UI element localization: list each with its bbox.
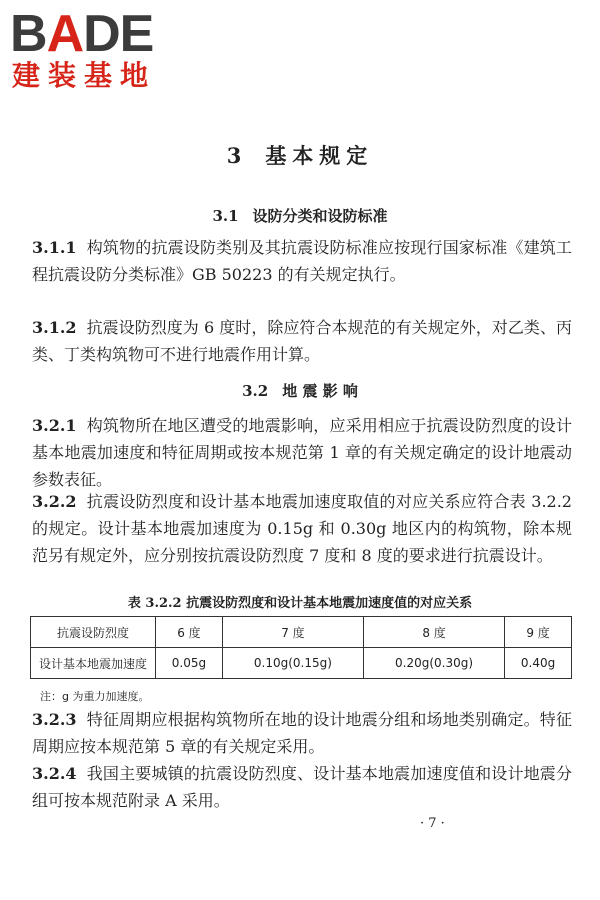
clause: 3.1.2 抗震设防烈度为 6 度时，除应符合本规范的有关规定外，对乙类、丙类、丁类构筑物可不进行地震作用计算。 <box>32 318 572 364</box>
page-number: · 7 · <box>420 816 445 831</box>
logo-wordmark: BADE <box>10 5 154 63</box>
clause: 3.2.1 构筑物所在地区遭受的地震影响，应采用相应于抗震设防烈度的设计基本地震加速度和特征周期或按本规范第 1 章的有关规定确定的设计地震动参数表征。 <box>32 416 572 489</box>
clause: 3.2.3 特征周期应根据构筑物所在地的设计地震分组和场地类别确定。特征周期应按本规范第 5 章的有关规定采用。 <box>32 710 572 756</box>
clause: 3.2.2 抗震设防烈度和设计基本地震加速度取值的对应关系应符合表 3.2.2 的规定。设计基本地震加速度为 0.15g 和 0.30g 地区内的构筑物，除本规范另有规定外，应分别按抗震设防烈度 7 度和 8 度的要求进行抗震设计。 <box>32 492 572 565</box>
table-row: 抗震设防烈度 6 度 7 度 8 度 9 度 <box>31 617 572 648</box>
section-heading: 3.2 地 震 影 响 <box>242 382 358 400</box>
clause: 3.1.1 构筑物的抗震设防类别及其抗震设防标准应按现行国家标准《建筑工程抗震设防分类标准》GB 50223 的有关规定执行。 <box>32 238 572 284</box>
clause: 3.2.4 我国主要城镇的抗震设防烈度、设计基本地震加速度值和设计地震分组可按本规范附录 A 采用。 <box>32 764 572 810</box>
bade-logo <box>8 4 178 94</box>
logo-subtitle: 建装基地 <box>12 59 157 92</box>
table-row: 设计基本地震加速度 0.05g 0.10g(0.15g) 0.20g(0.30g) 0.40g <box>31 648 572 679</box>
table-note: 注：g 为重力加速度。 <box>40 690 150 703</box>
section-heading: 3.1 设防分类和设防标准 <box>212 207 388 225</box>
seismic-table <box>30 616 572 679</box>
table-caption: 表 3.2.2 抗震设防烈度和设计基本地震加速度值的对应关系 <box>127 596 473 611</box>
chapter-title: 3 基本规定 <box>226 143 374 168</box>
